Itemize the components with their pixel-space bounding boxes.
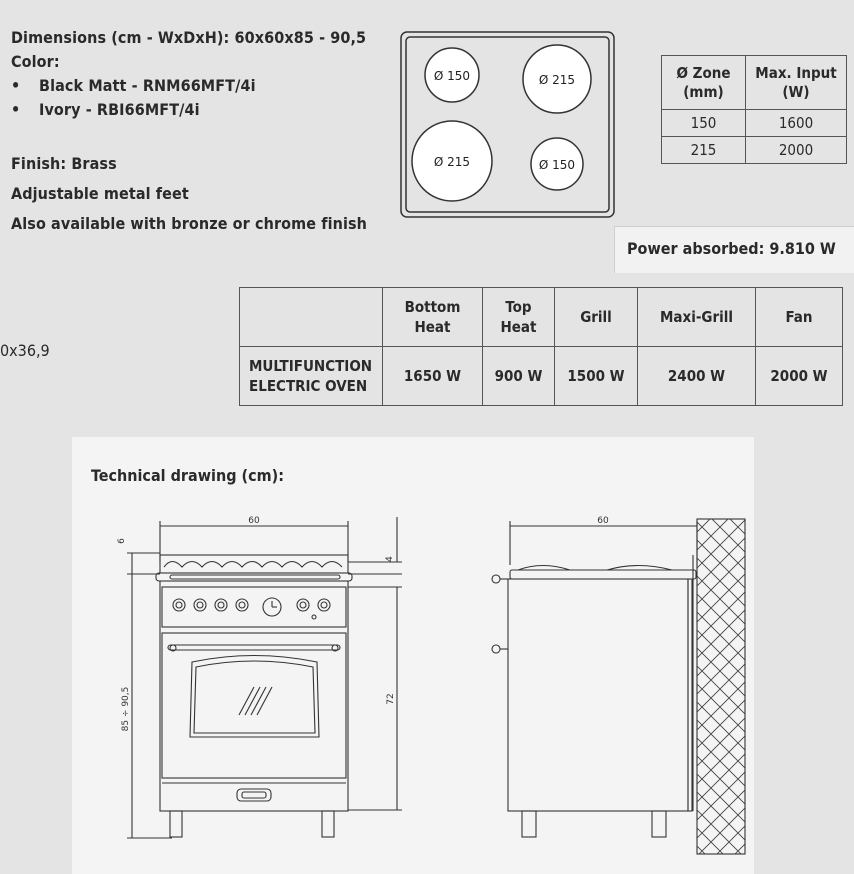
col-header: Fan [756, 288, 843, 347]
empty-header-cell [240, 288, 383, 347]
height-label: 85 ÷ 90,5 [121, 686, 131, 732]
zone-label: Ø 150 [433, 69, 471, 83]
row-label: MULTIFUNCTION ELECTRIC OVEN [240, 347, 383, 406]
hob-diagram [400, 31, 616, 219]
body-label: 72 [386, 693, 396, 705]
power-box [614, 226, 854, 273]
technical-drawing-panel [72, 437, 754, 874]
zone-header: Ø Zone (mm) [662, 56, 746, 110]
spec-list [11, 26, 367, 236]
table-row: 215 2000 [662, 137, 847, 164]
col-header: Maxi-Grill [638, 288, 756, 347]
value-cell: 1500 W [555, 347, 638, 406]
availability-text: Also available with bronze or chrome finish [11, 214, 368, 233]
drawing-title: Technical drawing (cm): [91, 466, 284, 485]
color-label: Color: [11, 52, 60, 71]
value-cell: 2000 W [756, 347, 843, 406]
technical-drawing [72, 437, 754, 874]
depth-label: 60 [597, 516, 609, 526]
col-header: Grill [555, 288, 638, 347]
zone-label: Ø 150 [538, 158, 576, 172]
zone-label: Ø 215 [538, 73, 576, 87]
table-row [240, 347, 843, 406]
feet-text: Adjustable metal feet [11, 184, 189, 203]
value-cell: 1650 W [383, 347, 483, 406]
finish-text: Finish: Brass [11, 154, 117, 173]
value-cell: 2400 W [638, 347, 756, 406]
hob-label: 4 [385, 556, 395, 562]
width-label: 60 [248, 516, 260, 526]
col-header: Bottom Heat [383, 288, 483, 347]
zone-label: Ø 215 [433, 155, 471, 169]
color-item: • Black Matt - RNM66MFT/4i [11, 74, 367, 98]
cutoff-text: 0x36,9 [0, 341, 50, 360]
power-text: Power absorbed: 9.810 W [627, 239, 836, 258]
top-label: 6 [117, 538, 127, 544]
input-header: Max. Input (W) [746, 56, 847, 110]
value-cell: 900 W [483, 347, 555, 406]
dimensions-text: Dimensions (cm - WxDxH): 60x60x85 - 90,5 [11, 28, 367, 47]
col-header: Top Heat [483, 288, 555, 347]
table-row: 150 1600 [662, 110, 847, 137]
zone-table [661, 55, 847, 164]
oven-table [239, 287, 843, 406]
color-item: • Ivory - RBI66MFT/4i [11, 98, 367, 122]
